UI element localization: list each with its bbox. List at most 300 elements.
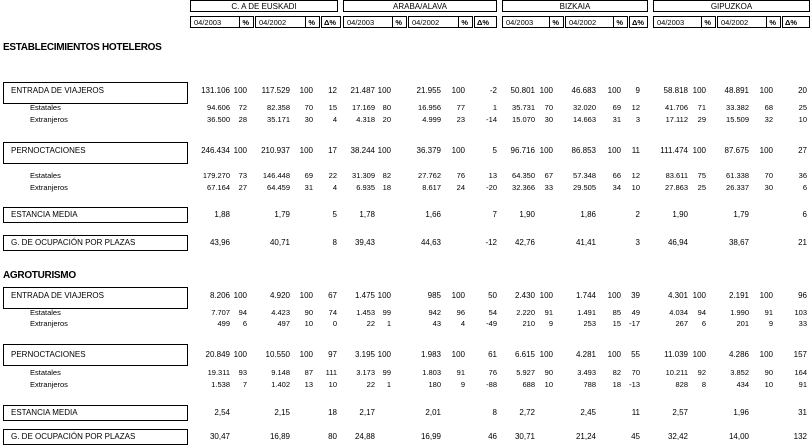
table-cell: 96 [456,308,465,317]
table-cell: 64.350 [512,171,535,180]
table-cell: 10.550 [265,350,290,359]
table-cell: 4.999 [422,115,441,124]
table-cell: 36.379 [416,146,441,155]
table-cell: 32.020 [573,103,596,112]
table-cell: 2.191 [728,291,749,300]
table-cell: 100 [233,86,247,95]
table-cell: -17 [629,319,640,328]
table-row [0,146,812,156]
row-sublabel: Estatales [30,368,61,377]
table-cell: 1,86 [580,210,596,219]
table-cell: 788 [583,380,596,389]
table-cell: 32,42 [667,432,688,441]
subheader-year-label: 04/2003 [506,18,534,27]
table-cell: 68 [764,103,773,112]
subheader-percent-label: % [395,18,402,27]
table-cell: 497 [277,319,290,328]
table-cell: 1.402 [271,380,290,389]
table-cell: 100 [233,350,247,359]
table-cell: 97 [328,350,337,359]
subheader-year-label: 04/2003 [194,18,222,27]
table-cell: 23 [456,115,465,124]
table-cell: 5 [492,146,497,155]
table-cell: 34 [612,183,621,192]
table-cell: 41,41 [575,238,596,247]
table-cell: 94 [238,308,247,317]
table-cell: 4.286 [728,350,749,359]
table-cell: 9 [548,319,553,328]
table-cell: 12 [631,171,640,180]
table-cell: 93 [238,368,247,377]
table-cell: 27 [238,183,247,192]
table-cell: 77 [456,103,465,112]
subheader-percent-label: % [704,18,711,27]
table-cell: 96 [798,291,807,300]
table-cell: 16,89 [269,432,290,441]
table-cell: 35.171 [267,115,290,124]
table-row [0,183,812,193]
table-cell: 1 [386,319,391,328]
table-cell: 27 [798,146,807,155]
table-cell: 100 [539,146,553,155]
table-cell: 50 [488,291,497,300]
region-header-bizkaia: BIZKAIA [502,0,648,12]
table-cell: 2.220 [516,308,535,317]
subheader-2002 [565,16,628,28]
table-cell: 8.206 [209,291,230,300]
table-cell: 39,43 [354,238,375,247]
table-cell: 2,54 [214,408,230,417]
group-label: ENTRADA DE VIAJEROS [11,86,104,95]
table-cell: 2,01 [425,408,441,417]
table-cell: 75 [697,171,706,180]
table-cell: 94 [697,308,706,317]
table-cell: 4.034 [669,308,688,317]
table-cell: 1.744 [575,291,596,300]
table-cell: 70 [304,103,313,112]
table-cell: 16.956 [418,103,441,112]
table-cell: 39 [631,291,640,300]
subheader-percent-label: % [616,18,623,27]
table-cell: 3.195 [354,350,375,359]
table-cell: 29 [697,115,706,124]
table-cell: 21.487 [350,86,375,95]
table-cell: 4 [332,115,337,124]
subheader-year-label: 04/2003 [347,18,375,27]
table-cell: 100 [451,350,465,359]
table-row [0,432,812,442]
table-cell: 8 [492,408,497,417]
table-cell: 4.920 [269,291,290,300]
table-cell: 6 [242,319,247,328]
table-cell: 43,96 [209,238,230,247]
subheader-year-label: 04/2002 [569,18,597,27]
table-cell: 15.070 [512,115,535,124]
table-cell: 3 [635,238,640,247]
group-label: ENTRADA DE VIAJEROS [11,291,104,300]
table-cell: 100 [299,291,313,300]
table-cell: 12 [631,103,640,112]
table-cell: -14 [486,115,497,124]
row-sublabel: Estatales [30,103,61,112]
table-cell: 61.338 [726,171,749,180]
subheader-year-label: 04/2002 [721,18,749,27]
table-cell: 434 [736,380,749,389]
table-cell: 1,66 [425,210,441,219]
table-cell: 70 [764,171,773,180]
subheader-delta-label: Δ% [632,18,645,27]
table-cell: 132 [793,432,807,441]
row-sublabel: Extranjeros [30,183,68,192]
subheader-year-label: 04/2002 [412,18,440,27]
table-cell: 11.039 [664,350,688,359]
table-cell: 15.509 [726,115,749,124]
region-header-araba: ARABA/ALAVA [343,0,497,12]
table-cell: 67 [544,171,553,180]
table-cell: 8 [332,238,337,247]
table-cell: 100 [759,146,773,155]
table-cell: 67 [328,291,337,300]
table-cell: 31 [612,115,621,124]
table-cell: 20 [382,115,391,124]
table-cell: 8 [701,380,706,389]
table-cell: 5.927 [516,368,535,377]
table-cell: 32.366 [512,183,535,192]
table-cell: 100 [299,146,313,155]
table-cell: 38.244 [350,146,375,155]
table-cell: 49 [631,308,640,317]
section-title: AGROTURISMO [3,270,76,281]
table-cell: 6 [701,319,706,328]
subheader-year-label: 04/2003 [657,18,685,27]
subheader-2003 [190,16,254,28]
table-cell: 1.491 [577,308,596,317]
table-cell: 76 [488,368,497,377]
table-cell: 100 [377,86,391,95]
table-cell: 66 [612,171,621,180]
table-cell: 38,67 [728,238,749,247]
table-cell: 942 [428,308,441,317]
table-cell: 90 [764,368,773,377]
table-cell: 2,17 [359,408,375,417]
table-cell: 18 [612,380,621,389]
table-cell: 1,90 [672,210,688,219]
table-cell: 1.990 [730,308,749,317]
table-row [0,115,812,125]
table-cell: -20 [486,183,497,192]
table-cell: 58.818 [663,86,688,95]
table-cell: 499 [217,319,230,328]
table-cell: 2,45 [580,408,596,417]
table-cell: 87 [304,368,313,377]
subheader-delta [782,16,810,28]
table-row [0,238,812,248]
table-cell: 28 [238,115,247,124]
table-cell: -49 [486,319,497,328]
table-cell: 100 [299,86,313,95]
table-row [0,319,812,329]
table-cell: 64.459 [267,183,290,192]
table-cell: 43 [432,319,441,328]
group-label: PERNOCTACIONES [11,350,86,359]
row-sublabel: Extranjeros [30,380,68,389]
table-cell: 36 [798,171,807,180]
subheader-percent-label: % [461,18,468,27]
subheader-delta [321,16,341,28]
subheader-2002 [408,16,473,28]
table-cell: 85 [612,308,621,317]
subheader-delta [474,16,497,28]
table-cell: -12 [485,238,497,247]
row-sublabel: Extranjeros [30,115,68,124]
table-cell: 99 [382,308,391,317]
table-row [0,171,812,181]
table-cell: 4 [460,319,465,328]
table-cell: 10 [304,319,313,328]
table-cell: 33 [798,319,807,328]
table-cell: 12 [328,86,337,95]
table-cell: 100 [607,86,621,95]
subheader-percent-label: % [242,18,249,27]
table-cell: 100 [692,146,706,155]
table-cell: 14.663 [573,115,596,124]
table-cell: 76 [456,171,465,180]
table-cell: 179.270 [202,171,230,180]
table-cell: 44,63 [420,238,441,247]
table-cell: -88 [486,380,497,389]
table-cell: 2,57 [672,408,688,417]
table-cell: 40,71 [269,238,290,247]
table-cell: 3.493 [577,368,596,377]
table-cell: 210 [522,319,535,328]
table-cell: 100 [539,86,553,95]
table-cell: 7.707 [211,308,230,317]
subheader-percent-label: % [308,18,315,27]
table-cell: 82 [612,368,621,377]
table-cell: 61 [488,350,497,359]
subheader-percent-label: % [552,18,559,27]
table-cell: 46 [488,432,497,441]
table-cell: 253 [583,319,596,328]
table-cell: 10 [798,115,807,124]
table-cell: -13 [629,380,640,389]
table-cell: 1.983 [420,350,441,359]
table-cell: 24 [456,183,465,192]
table-cell: 74 [328,308,337,317]
table-cell: 2,15 [274,408,290,417]
table-cell: 100 [299,350,313,359]
table-cell: 91 [764,308,773,317]
table-cell: 15 [328,103,337,112]
table-cell: 100 [607,350,621,359]
group-label: G. DE OCUPACIÓN POR PLAZAS [11,432,136,441]
table-cell: 19.311 [207,368,230,377]
table-cell: 1.453 [356,308,375,317]
table-row [0,408,812,418]
table-cell: 1.538 [211,380,230,389]
table-cell: 32 [764,115,773,124]
table-cell: 100 [692,86,706,95]
group-label: PERNOCTACIONES [11,146,86,155]
table-cell: 69 [304,171,313,180]
table-cell: 267 [675,319,688,328]
table-cell: 3.173 [356,368,375,377]
table-cell: 27.863 [665,183,688,192]
table-cell: 90 [544,368,553,377]
table-cell: 1,88 [214,210,230,219]
table-cell: 91 [456,368,465,377]
table-cell: 25 [798,103,807,112]
table-cell: 1,96 [733,408,749,417]
table-cell: 15 [612,319,621,328]
table-cell: 31.309 [352,171,375,180]
table-cell: 42,76 [514,238,535,247]
table-cell: 111 [325,368,337,377]
table-cell: 30 [764,183,773,192]
table-cell: 4 [332,183,337,192]
table-cell: 30 [544,115,553,124]
subheader-2003 [343,16,407,28]
table-cell: 18 [328,408,337,417]
table-cell: 9 [635,86,640,95]
table-cell: 20 [798,86,807,95]
group-label: ESTANCIA MEDIA [11,408,78,417]
table-cell: 20.849 [205,350,230,359]
table-cell: 83.611 [665,171,688,180]
subheader-delta-label: Δ% [785,18,798,27]
table-cell: 91 [544,308,553,317]
table-cell: 94.606 [207,103,230,112]
table-cell: 2 [635,210,640,219]
table-cell: 72 [238,103,247,112]
table-cell: 1 [492,103,497,112]
subheader-percent-label: % [769,18,776,27]
row-sublabel: Estatales [30,171,61,180]
table-cell: 100 [607,291,621,300]
table-cell: 1,90 [519,210,535,219]
table-cell: 100 [451,291,465,300]
subheader-delta-label: Δ% [324,18,337,27]
table-cell: 70 [631,368,640,377]
table-cell: 41.706 [665,103,688,112]
table-cell: 25 [697,183,706,192]
table-cell: 86.853 [571,146,596,155]
table-cell: 201 [736,319,749,328]
table-cell: 100 [233,146,247,155]
table-cell: 146.448 [262,171,290,180]
table-cell: 33 [544,183,553,192]
table-cell: 91 [798,380,807,389]
table-cell: 4.301 [667,291,688,300]
table-cell: 57.348 [573,171,596,180]
table-cell: 16,99 [420,432,441,441]
table-cell: 985 [427,291,441,300]
table-cell: 4.281 [575,350,596,359]
table-cell: 9 [768,319,773,328]
row-sublabel: Extranjeros [30,319,68,328]
table-cell: 3.852 [730,368,749,377]
table-cell: 2.430 [514,291,535,300]
table-cell: 1.803 [422,368,441,377]
table-cell: 6.615 [514,350,535,359]
table-row [0,103,812,113]
table-cell: 10.211 [665,368,688,377]
table-cell: 70 [544,103,553,112]
table-cell: 6.935 [356,183,375,192]
table-cell: 180 [428,380,441,389]
table-cell: 1 [386,380,391,389]
table-cell: 96.716 [510,146,535,155]
table-cell: 24,88 [354,432,375,441]
table-cell: 82 [382,171,391,180]
table-cell: 21 [798,238,807,247]
table-cell: 3 [635,115,640,124]
table-cell: 17 [328,146,337,155]
table-cell: 99 [382,368,391,377]
table-cell: 90 [304,308,313,317]
table-cell: 100 [377,350,391,359]
table-cell: 30,47 [209,432,230,441]
table-cell: 55 [631,350,640,359]
table-cell: 18 [382,183,391,192]
table-cell: 117.529 [261,86,290,95]
table-cell: 100 [759,350,773,359]
table-cell: 8.617 [422,183,441,192]
table-cell: 54 [488,308,497,317]
table-cell: 69 [612,103,621,112]
table-cell: 33.382 [726,103,749,112]
table-cell: 100 [451,86,465,95]
table-row [0,368,812,378]
table-cell: 50.801 [510,86,535,95]
table-cell: 17.112 [665,115,688,124]
table-cell: 46,94 [667,238,688,247]
table-cell: 48.891 [724,86,749,95]
table-cell: 35.731 [512,103,535,112]
table-cell: 1.475 [354,291,375,300]
table-cell: 164 [794,368,807,377]
table-row [0,86,812,96]
table-cell: -2 [489,86,497,95]
table-cell: 36.500 [207,115,230,124]
group-label: G. DE OCUPACIÓN POR PLAZAS [11,238,136,247]
table-cell: 67.164 [207,183,230,192]
table-cell: 100 [759,291,773,300]
table-cell: 103 [794,308,807,317]
table-cell: 73 [238,171,247,180]
table-cell: 29.505 [573,183,596,192]
subheader-year-label: 04/2002 [259,18,287,27]
table-cell: 131.106 [201,86,230,95]
table-cell: 828 [675,380,688,389]
row-sublabel: Estatales [30,308,61,317]
subheader-delta-label: Δ% [477,18,490,27]
table-cell: 17.169 [352,103,375,112]
table-cell: 92 [697,368,706,377]
table-cell: 2,72 [519,408,535,417]
table-cell: 9.148 [271,368,290,377]
table-cell: 11 [631,408,640,417]
table-cell: 71 [697,103,706,112]
subheader-2002 [255,16,320,28]
table-cell: 100 [451,146,465,155]
table-cell: 10 [631,183,640,192]
table-cell: 6 [802,210,807,219]
table-row [0,210,812,220]
table-cell: 80 [382,103,391,112]
table-cell: 100 [539,291,553,300]
table-cell: 100 [539,350,553,359]
